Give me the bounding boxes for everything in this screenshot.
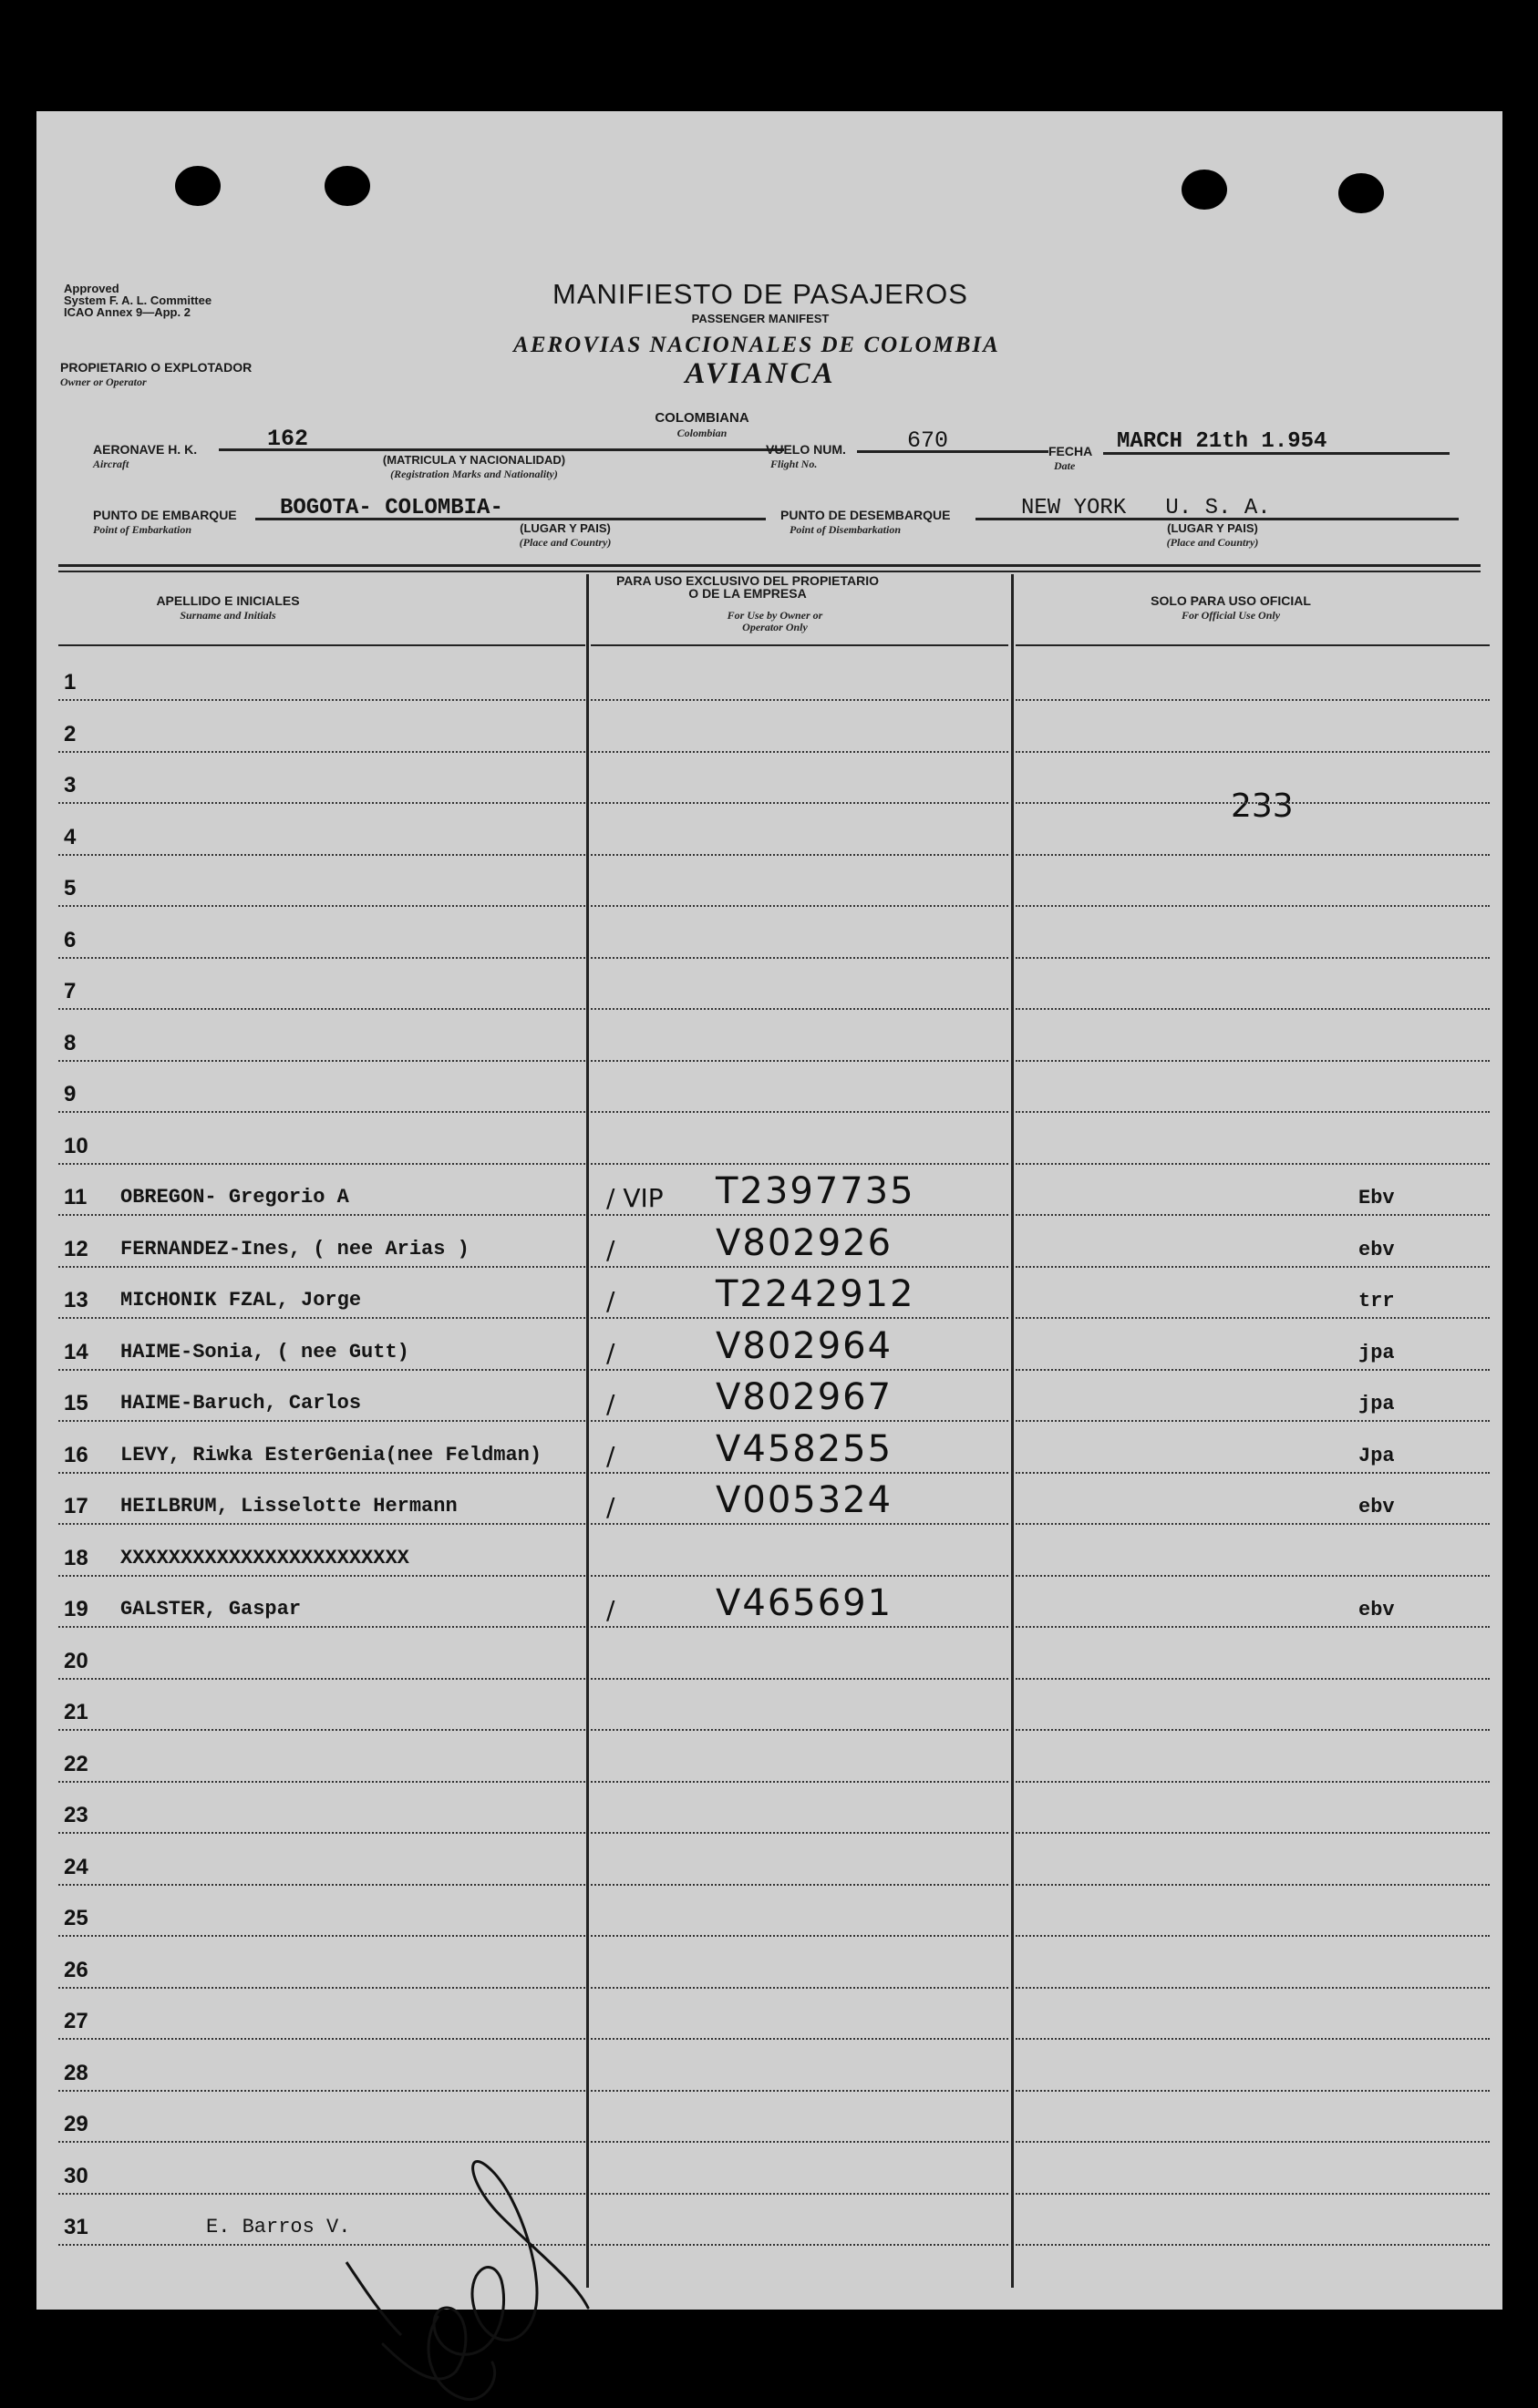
row-rule bbox=[591, 1678, 1008, 1680]
row-number: 28 bbox=[64, 2060, 88, 2085]
row-rule bbox=[591, 2141, 1008, 2143]
row-rule bbox=[591, 854, 1008, 856]
col-header-surname-en: Surname and Initials bbox=[180, 609, 276, 622]
row-number: 24 bbox=[64, 1854, 88, 1879]
row-rule bbox=[58, 1266, 585, 1268]
approved-note bbox=[64, 283, 212, 318]
row-rule bbox=[58, 1317, 585, 1319]
row-rule bbox=[1016, 1832, 1490, 1834]
row-rule bbox=[58, 1369, 585, 1371]
row-rule bbox=[591, 2193, 1008, 2195]
row-rule bbox=[58, 1626, 585, 1628]
row-rule bbox=[591, 1214, 1008, 1216]
row-rule bbox=[58, 1060, 585, 1062]
passenger-name: HAIME-Baruch, Carlos bbox=[120, 1392, 362, 1415]
row-rule bbox=[591, 751, 1008, 753]
row-number: 14 bbox=[64, 1339, 88, 1364]
nationality-label-en: Colombian bbox=[676, 427, 728, 439]
row-rule bbox=[591, 1008, 1008, 1010]
airline-short: AVIANCA bbox=[685, 357, 836, 390]
row-rule bbox=[591, 699, 1008, 701]
row-number: 11 bbox=[64, 1185, 88, 1209]
disembark-label-en: Point of Disembarkation bbox=[790, 523, 902, 536]
row-rule bbox=[58, 1214, 585, 1216]
passport-code: V802926 bbox=[716, 1221, 893, 1264]
row-rule bbox=[591, 1987, 1008, 1989]
row-rule bbox=[58, 1111, 585, 1113]
row-rule bbox=[591, 1523, 1008, 1525]
approved-line: System F. A. L. Committee bbox=[64, 293, 212, 307]
col-header-official-en: For Official Use Only bbox=[1181, 609, 1281, 622]
header-rule bbox=[58, 564, 1481, 567]
row-rule bbox=[1016, 2193, 1490, 2195]
row-number: 6 bbox=[64, 927, 77, 952]
check-mark: / bbox=[606, 1389, 615, 1419]
passenger-name: E. Barros V. bbox=[206, 2216, 351, 2238]
row-rule bbox=[591, 2038, 1008, 2040]
punch-hole bbox=[1182, 170, 1227, 210]
column-divider bbox=[1011, 574, 1014, 2288]
row-rule bbox=[1016, 2038, 1490, 2040]
row-rule bbox=[58, 905, 585, 907]
flight-field-line bbox=[857, 450, 1048, 453]
row-number: 9 bbox=[64, 1082, 77, 1106]
row-rule bbox=[591, 1884, 1008, 1886]
row-rule bbox=[58, 1008, 585, 1010]
destination-code: Ebv bbox=[1358, 1187, 1395, 1209]
row-rule bbox=[1016, 1935, 1490, 1937]
row-rule bbox=[591, 1575, 1008, 1577]
row-rule bbox=[591, 1626, 1008, 1628]
row-number: 30 bbox=[64, 2163, 88, 2188]
row-rule bbox=[1016, 1214, 1490, 1216]
row-number: 22 bbox=[64, 1751, 88, 1776]
destination-code: trr bbox=[1358, 1290, 1395, 1312]
row-number: 7 bbox=[64, 979, 77, 1003]
punch-hole bbox=[325, 166, 370, 206]
row-number: 18 bbox=[64, 1545, 88, 1570]
row-rule bbox=[591, 1472, 1008, 1474]
owner-label-en: Owner or Operator bbox=[60, 376, 147, 388]
row-rule bbox=[58, 699, 585, 701]
passport-code: V802967 bbox=[716, 1376, 893, 1418]
date-label-en: Date bbox=[1054, 459, 1076, 472]
row-rule bbox=[591, 1729, 1008, 1731]
passenger-name: LEVY, Riwka EsterGenia(nee Feldman) bbox=[120, 1443, 542, 1466]
row-rule bbox=[1016, 699, 1490, 701]
row-rule bbox=[591, 1420, 1008, 1422]
row-rule bbox=[1016, 1060, 1490, 1062]
row-rule bbox=[58, 1678, 585, 1680]
check-mark: / bbox=[606, 1286, 615, 1316]
disembark-value: NEW YORK U. S. A. bbox=[1021, 496, 1271, 520]
row-rule bbox=[1016, 1266, 1490, 1268]
flight-value: 670 bbox=[907, 427, 949, 454]
check-mark: / bbox=[606, 1440, 615, 1471]
disembark-place-label-en: (Place and Country) bbox=[1166, 536, 1259, 549]
row-rule bbox=[1016, 1163, 1490, 1165]
row-rule bbox=[1016, 1884, 1490, 1886]
punch-hole bbox=[175, 166, 221, 206]
approved-line: Approved bbox=[64, 282, 119, 295]
row-number: 27 bbox=[64, 2009, 88, 2033]
row-rule bbox=[58, 1935, 585, 1937]
row-rule bbox=[1016, 1729, 1490, 1731]
row-rule bbox=[58, 854, 585, 856]
disembark-label: PUNTO DE DESEMBARQUE bbox=[780, 508, 951, 522]
page-subtitle: PASSENGER MANIFEST bbox=[691, 312, 830, 325]
row-rule bbox=[1016, 751, 1490, 753]
date-value: MARCH 21th 1.954 bbox=[1117, 429, 1327, 454]
row-rule bbox=[1016, 1111, 1490, 1113]
row-rule bbox=[58, 802, 585, 804]
registration-label-en: (Registration Marks and Nationality) bbox=[390, 468, 558, 480]
row-rule bbox=[591, 905, 1008, 907]
aircraft-label-en: Aircraft bbox=[93, 458, 129, 470]
passport-code: V005324 bbox=[716, 1479, 893, 1521]
row-number: 5 bbox=[64, 876, 77, 900]
destination-code: ebv bbox=[1358, 1496, 1395, 1518]
row-rule bbox=[1016, 1008, 1490, 1010]
row-rule bbox=[58, 1884, 585, 1886]
passport-code: T2397735 bbox=[716, 1170, 915, 1212]
flight-label-en: Flight No. bbox=[770, 458, 818, 470]
row-rule bbox=[1016, 1420, 1490, 1422]
passport-code: T2242912 bbox=[716, 1273, 915, 1315]
embark-value: BOGOTA- COLOMBIA- bbox=[280, 496, 503, 520]
col-header-official: SOLO PARA USO OFICIAL bbox=[1151, 593, 1311, 608]
passport-code: V802964 bbox=[716, 1324, 893, 1367]
embark-place-label-en: (Place and Country) bbox=[519, 536, 612, 549]
aircraft-label: AERONAVE H. K. bbox=[93, 442, 198, 457]
page-title: MANIFIESTO DE PASAJEROS bbox=[552, 278, 968, 310]
passenger-name: FERNANDEZ-Ines, ( nee Arias ) bbox=[120, 1237, 470, 1261]
passenger-name: HEILBRUM, Lisselotte Hermann bbox=[120, 1495, 458, 1518]
passenger-name: XXXXXXXXXXXXXXXXXXXXXXXX bbox=[120, 1546, 409, 1569]
row-rule bbox=[591, 2090, 1008, 2092]
row-number: 15 bbox=[64, 1391, 88, 1415]
row-number: 3 bbox=[64, 773, 77, 798]
row-rule bbox=[58, 1523, 585, 1525]
row-rule bbox=[591, 1935, 1008, 1937]
official-use-note: 233 bbox=[1231, 787, 1294, 825]
row-rule bbox=[591, 802, 1008, 804]
row-rule bbox=[1016, 802, 1490, 804]
row-number: 26 bbox=[64, 1957, 88, 1982]
manifest-sheet bbox=[36, 111, 1502, 2310]
row-rule bbox=[591, 1781, 1008, 1783]
approved-line: ICAO Annex 9—App. 2 bbox=[64, 305, 191, 319]
row-number: 10 bbox=[64, 1133, 88, 1158]
row-rule bbox=[1016, 1472, 1490, 1474]
passenger-name: MICHONIK FZAL, Jorge bbox=[120, 1289, 362, 1312]
row-rule bbox=[1016, 1626, 1490, 1628]
col-header-operator-en: For Use by Owner or Operator Only bbox=[727, 609, 823, 633]
check-mark: / bbox=[606, 1337, 615, 1368]
row-number: 21 bbox=[64, 1700, 88, 1724]
check-mark: / bbox=[606, 1595, 615, 1625]
row-number: 29 bbox=[64, 2112, 88, 2136]
row-number: 23 bbox=[64, 1803, 88, 1827]
row-number: 8 bbox=[64, 1030, 77, 1055]
row-rule bbox=[1016, 2141, 1490, 2143]
owner-label: PROPIETARIO O EXPLOTADOR bbox=[60, 360, 253, 375]
row-rule bbox=[58, 1729, 585, 1731]
row-number: 1 bbox=[64, 670, 77, 695]
row-rule bbox=[58, 1420, 585, 1422]
destination-code: ebv bbox=[1358, 1599, 1395, 1621]
row-rule bbox=[1016, 1987, 1490, 1989]
col-header-rule bbox=[58, 644, 585, 646]
header-rule bbox=[58, 571, 1481, 572]
col-header-operator bbox=[583, 574, 912, 600]
row-rule bbox=[591, 1111, 1008, 1113]
row-number: 16 bbox=[64, 1442, 88, 1467]
row-rule bbox=[1016, 1523, 1490, 1525]
destination-code: ebv bbox=[1358, 1238, 1395, 1261]
signature bbox=[328, 2043, 620, 2408]
nationality-label: COLOMBIANA bbox=[655, 410, 749, 426]
row-number: 2 bbox=[64, 721, 77, 746]
embark-label: PUNTO DE EMBARQUE bbox=[93, 508, 237, 522]
row-number: 19 bbox=[64, 1597, 88, 1621]
row-rule bbox=[591, 1317, 1008, 1319]
row-number: 12 bbox=[64, 1236, 88, 1261]
check-mark: / bbox=[606, 1492, 615, 1522]
row-number: 25 bbox=[64, 1906, 88, 1930]
row-number: 17 bbox=[64, 1494, 88, 1518]
aircraft-value: 162 bbox=[267, 426, 309, 452]
embark-label-en: Point of Embarkation bbox=[93, 523, 192, 536]
airline-name: AEROVIAS NACIONALES DE COLOMBIA bbox=[513, 333, 1000, 357]
row-rule bbox=[58, 1472, 585, 1474]
row-rule bbox=[1016, 854, 1490, 856]
row-rule bbox=[58, 1987, 585, 1989]
passenger-name: GALSTER, Gaspar bbox=[120, 1598, 302, 1621]
row-rule bbox=[591, 1832, 1008, 1834]
col-header-operator-line1: PARA USO EXCLUSIVO DEL PROPIETARIO bbox=[615, 573, 880, 588]
date-label: FECHA bbox=[1048, 444, 1093, 458]
check-mark: / VIP bbox=[606, 1183, 664, 1213]
row-rule bbox=[591, 1060, 1008, 1062]
column-divider bbox=[586, 574, 589, 2288]
row-rule bbox=[1016, 2090, 1490, 2092]
row-number: 20 bbox=[64, 1648, 88, 1673]
punch-hole bbox=[1338, 173, 1384, 213]
check-mark: / bbox=[606, 1234, 615, 1265]
row-rule bbox=[1016, 1781, 1490, 1783]
row-rule bbox=[591, 2244, 1008, 2246]
col-header-rule bbox=[1016, 644, 1490, 646]
row-rule bbox=[58, 1781, 585, 1783]
passenger-name: HAIME-Sonia, ( nee Gutt) bbox=[120, 1340, 409, 1364]
row-rule bbox=[58, 2038, 585, 2040]
destination-code: jpa bbox=[1358, 1341, 1395, 1364]
row-rule bbox=[1016, 1317, 1490, 1319]
destination-code: jpa bbox=[1358, 1393, 1395, 1415]
passenger-name: OBREGON- Gregorio A bbox=[120, 1186, 349, 1209]
flight-label: VUELO NUM. bbox=[766, 442, 846, 457]
row-rule bbox=[58, 1575, 585, 1577]
col-header-surname: APELLIDO E INICIALES bbox=[156, 593, 300, 608]
row-rule bbox=[58, 751, 585, 753]
row-rule bbox=[58, 1832, 585, 1834]
registration-label: (MATRICULA Y NACIONALIDAD) bbox=[382, 453, 566, 467]
row-rule bbox=[591, 957, 1008, 959]
row-rule bbox=[1016, 905, 1490, 907]
row-number: 31 bbox=[64, 2215, 88, 2239]
row-rule bbox=[1016, 1369, 1490, 1371]
row-rule bbox=[1016, 1678, 1490, 1680]
row-rule bbox=[591, 1163, 1008, 1165]
row-rule bbox=[591, 1369, 1008, 1371]
col-header-operator-line2: O DE LA EMPRESA bbox=[688, 586, 807, 601]
row-rule bbox=[591, 1266, 1008, 1268]
row-rule bbox=[1016, 2244, 1490, 2246]
passport-code: V458255 bbox=[716, 1427, 893, 1470]
passport-code: V465691 bbox=[716, 1582, 893, 1624]
row-rule bbox=[58, 1163, 585, 1165]
row-rule bbox=[58, 957, 585, 959]
row-number: 4 bbox=[64, 824, 77, 849]
destination-code: Jpa bbox=[1358, 1444, 1395, 1467]
row-rule bbox=[1016, 957, 1490, 959]
col-header-rule bbox=[591, 644, 1008, 646]
embark-place-label: (LUGAR Y PAIS) bbox=[520, 521, 611, 535]
disembark-place-label: (LUGAR Y PAIS) bbox=[1167, 521, 1258, 535]
row-number: 13 bbox=[64, 1288, 88, 1312]
row-rule bbox=[1016, 1575, 1490, 1577]
